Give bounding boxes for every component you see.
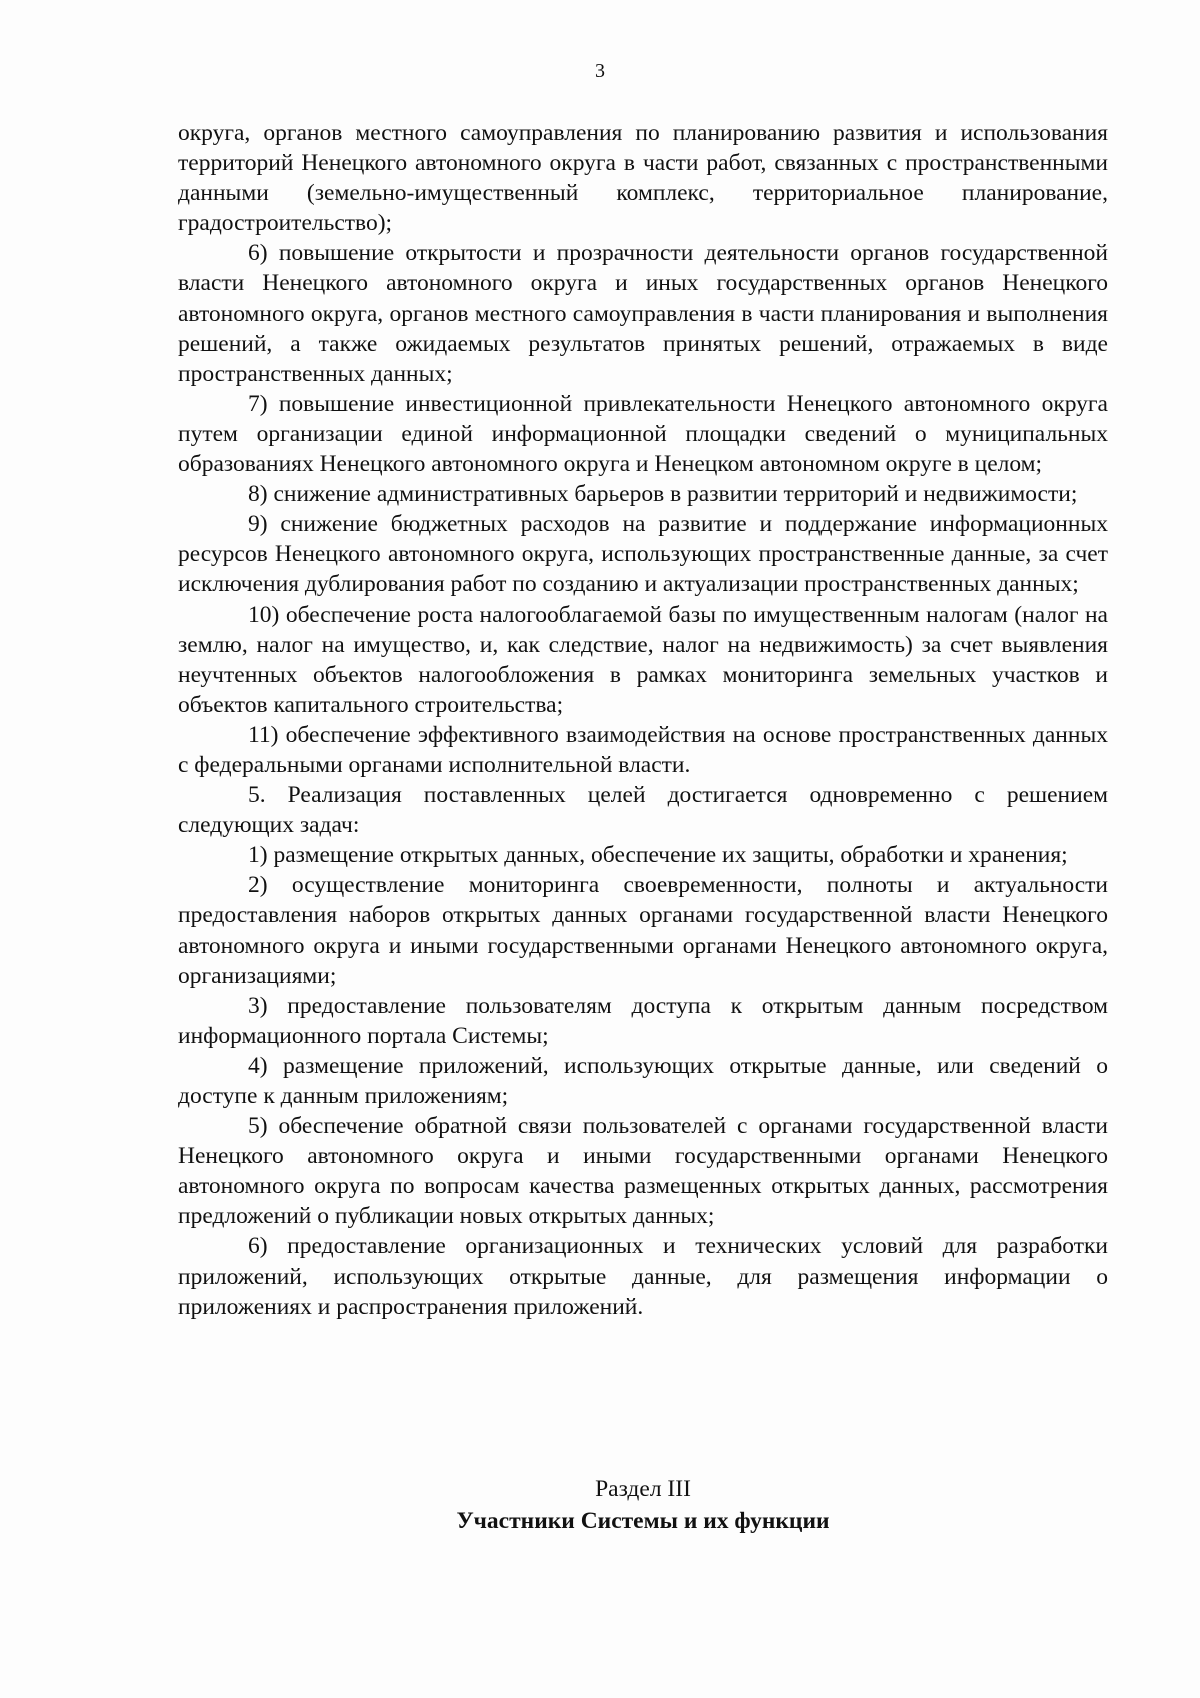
paragraph-item-6: 6) повышение открытости и прозрачности деятельности органов государственной власти Ненецкого автономного округа и иных государственных органов Ненецкого автономного округа, органов местного самоуправления в части планирования и выполнения решений, а также ожидаемых результатов принятых решений, отражаемых в виде пространственных данных;: [178, 240, 1108, 387]
paragraph-task-4: 4) размещение приложений, использующих открытые данные, или сведений о доступе к данным приложениям;: [178, 1052, 1108, 1109]
paragraph-task-2: 2) осуществление мониторинга своевременности, полноты и актуальности предоставления наборов открытых данных органами государственной власти Ненецкого автономного округа и иными государственными органами Ненецкого автономного округа, организациями;: [178, 872, 1108, 989]
section-title: Участники Системы и их функции: [456, 1508, 830, 1534]
paragraph-item-9: 9) снижение бюджетных расходов на развитие и поддержание информационных ресурсов Ненецкого автономного округа, использующих пространственные данные, за счет исключения дублирования работ по созданию и актуализации пространственных данных;: [178, 511, 1108, 598]
paragraph-task-5: 5) обеспечение обратной связи пользователей с органами государственной власти Ненецкого автономного округа и иными государственными органами Ненецкого автономного округа по вопросам качества размещенных открытых данных, рассмотрения предложений о публикации новых открытых данных;: [178, 1113, 1108, 1230]
paragraph-item-10: 10) обеспечение роста налогооблагаемой базы по имущественным налогам (налог на землю, налог на имущество, и, как следствие, налог на недвижимость) за счет выявления неучтенных объектов налогообложения в рамках мониторинга земельных участков и объектов капитального строительства;: [178, 601, 1108, 718]
paragraph-item-7: 7) повышение инвестиционной привлекательности Ненецкого автономного округа путем организации единой информационной площадки сведений о муниципальных образованиях Ненецкого автономного округа и Ненецком автономном округе в целом;: [178, 390, 1108, 478]
section-number: Раздел III: [595, 1476, 691, 1502]
document-body: [178, 118, 1108, 1322]
page-number: 3: [595, 60, 605, 82]
paragraph-item-8: 8) снижение административных барьеров в развитии территорий и недвижимости;: [248, 481, 1078, 508]
paragraph-clause-5: 5. Реализация поставленных целей достигается одновременно с решением следующих задач:: [178, 782, 1108, 839]
paragraph-item-11: 11) обеспечение эффективного взаимодействия на основе пространственных данных с федеральными органами исполнительной власти.: [178, 721, 1108, 778]
paragraph-task-3: 3) предоставление пользователям доступа к открытым данным посредством информационного портала Системы;: [178, 992, 1108, 1049]
paragraph-task-1: 1) размещение открытых данных, обеспечение их защиты, обработки и хранения;: [248, 842, 1068, 869]
paragraph-task-6: 6) предоставление организационных и технических условий для разработки приложений, использующих открытые данные, для размещения информации о приложениях и распространения приложений.: [178, 1233, 1108, 1320]
paragraph-continuation: округа, органов местного самоуправления по планированию развития и использования территорий Ненецкого автономного округа в части работ, связанных с пространственными данными (земельно-имущественный комплекс, территориальное планирование, градостроительство);: [178, 120, 1108, 237]
